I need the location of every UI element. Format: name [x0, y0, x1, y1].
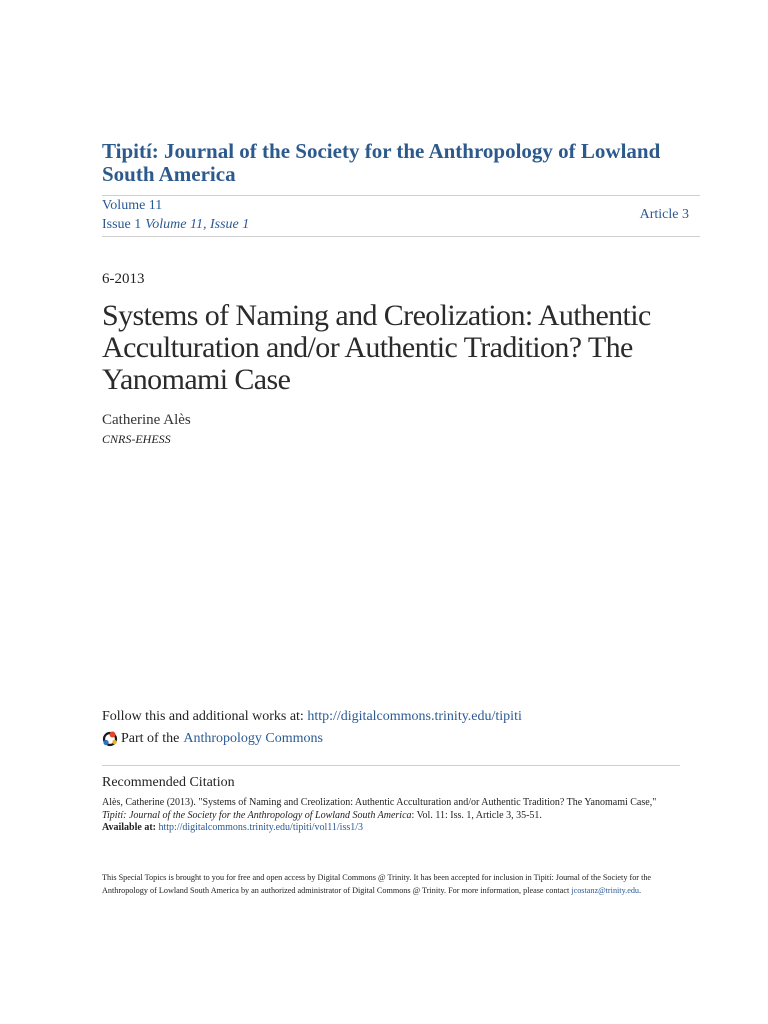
issue-link[interactable]: Issue 1 — [102, 217, 142, 232]
journal-title[interactable]: Tipití: Journal of the Society for the Anthropology of Lowland South America — [102, 139, 661, 186]
citation-rule — [102, 765, 680, 766]
header-bottom-rule — [102, 236, 700, 237]
article-title: Systems of Naming and Creolization: Authentic Acculturation and/or Authentic Tradition? The Yanomami Case — [102, 299, 651, 396]
follow-text: Follow this and additional works at: — [102, 709, 308, 724]
follow-line — [102, 709, 522, 725]
citation-text-2: : Vol. 11: Iss. 1, Article 3, 35-51. — [411, 809, 542, 821]
follow-url-link[interactable]: http://digitalcommons.trinity.edu/tipiti — [307, 709, 522, 724]
citation-text-1: Alès, Catherine (2013). "Systems of Naming and Creolization: Authentic Acculturation and/or Authentic Tradition? The Yanomami Case," — [102, 797, 657, 808]
footer-notice — [102, 872, 682, 897]
contact-email-link[interactable]: jcostanz@trinity.edu — [571, 885, 640, 895]
header-top-rule — [102, 195, 700, 196]
citation-journal: Tipití: Journal of the Society for the Anthropology of Lowland South America — [102, 809, 412, 821]
recommended-citation-heading: Recommended Citation — [102, 775, 235, 790]
part-of-line — [102, 731, 323, 747]
digital-commons-network-icon — [102, 731, 118, 747]
part-of-text: Part of the — [121, 731, 180, 746]
issue-line — [102, 217, 253, 233]
publication-date: 6-2013 — [102, 271, 145, 287]
anthropology-commons-link[interactable]: Anthropology Commons — [183, 731, 323, 746]
author-affiliation: CNRS-EHESS — [102, 432, 171, 446]
citation-url-link[interactable]: http://digitalcommons.trinity.edu/tipiti/vol11/iss1/3 — [158, 822, 364, 833]
recommended-citation-body — [102, 797, 682, 835]
author-name: Catherine Alès — [102, 412, 191, 428]
volume-link[interactable]: Volume 11 — [102, 198, 163, 213]
footer-text: This Special Topics is brought to you for free and open access by Digital Commons @ Trinity. It has been accepted for inclusion in Tipití: Journal of the Society for the Anthropology of Lowland South America by an authorized administrator of Digital Commons @ Trinity. For more information, please contact — [102, 873, 652, 895]
article-number-link[interactable]: Article 3 — [639, 207, 689, 222]
available-at-label: Available at: — [102, 822, 159, 833]
footer-end: . — [639, 885, 642, 895]
issue-italic-link[interactable]: Volume 11, Issue 1 — [145, 217, 250, 232]
